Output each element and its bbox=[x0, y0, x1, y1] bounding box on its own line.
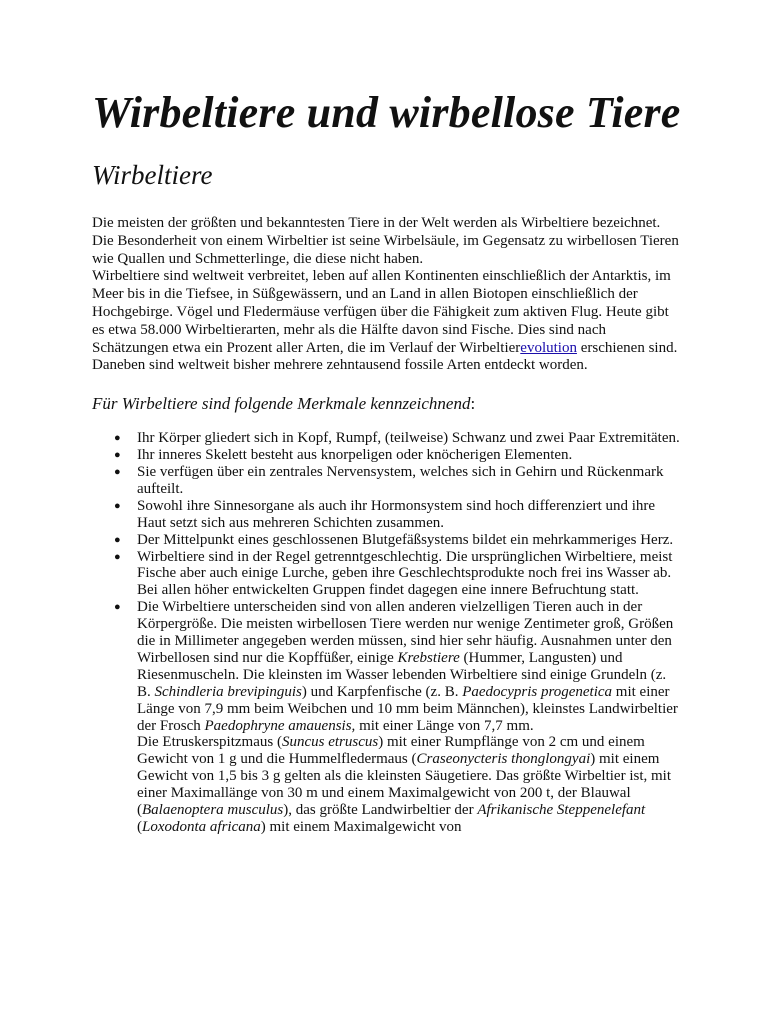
taxon-name: Loxodonta africana bbox=[142, 819, 261, 836]
list-item-text: Ihr Körper gliedert sich in Kopf, Rumpf, (teilweise) Schwanz und zwei Paar Extremitäten. bbox=[137, 430, 680, 447]
bullet-icon: ● bbox=[114, 432, 121, 445]
intro-paragraph-2-start: Wirbeltiere sind weltweit verbreitet, leben auf allen Kontinenten einschließlich der Antarktis, im Meer bis in die Tiefsee, in Süßgewässern, und an Land in allen Biotopen einschließlich der Hochgebirge. Vögel und Fledermäuse verfügen über die Fähigkeit zum aktiven Flug. Heute gibt es etwa 58.000 Wirbeltierarten, mehr als die Hälfte davon sind Fische. Dies sind nach Schätzungen etwa ein Prozent aller Arten, die im Verlauf der Wirbeltier bbox=[92, 268, 671, 356]
intro-paragraph-2-end: erschienen sind. Daneben sind weltweit bisher mehrere zehntausend fossile Arten entdeckt worden. bbox=[92, 339, 678, 374]
intro-paragraph-1: Die meisten der größten und bekanntesten Tiere in der Welt werden als Wirbeltiere bezeichnet. Die Besonderheit von einem Wirbeltier ist seine Wirbelsäule, im Gegensatz zu wirbellosen Tieren wie Quallen und Schmetterlinge, die diese nicht haben. bbox=[92, 215, 679, 267]
list-item-text: Sie verfügen über ein zentrales Nervensystem, welches sich in Gehirn und Rückenmark aufteilt. bbox=[137, 463, 664, 497]
text-run: Die Etruskerspitzmaus ( bbox=[137, 734, 282, 751]
text-run: ) mit einem Gewicht von 1,5 bis 3 g gelten als die kleinsten Säugetiere. Das größte Wirbeltier ist, mit einer Maximallänge von 30 m und einem Maximalgewicht von 200 t, der Blauwal ( bbox=[137, 751, 672, 819]
taxon-name: Afrikanische Steppenelefant bbox=[477, 802, 646, 819]
text-run: Die Wirbeltiere unterscheiden sind von allen anderen vielzelligen Tieren auch in der Körpergröße. Die meisten wirbellosen Tiere werden nur wenige Zentimeter groß, Größen die in Millimeter angegeben werden müssen, sind hier sehr häufig. Ausnahmen unter den Wirbellosen sind nur die Kopffüßer, einige bbox=[137, 599, 674, 666]
text-run: ) mit einer Rumpflänge von 2 cm und einem Gewicht von 1 g und die Hummelfledermaus ( bbox=[137, 734, 645, 768]
body-size-paragraph-2 bbox=[137, 734, 682, 835]
taxon-name: Krebstiere bbox=[397, 649, 460, 666]
list-item-text: Wirbeltiere sind in der Regel getrenntgeschlechtig. Die ursprünglichen Wirbeltiere, meist Fische aber auch einige Lurche, geben ihre Geschlechtsprodukte noch frei ins Wasser ab. Bei allen höher entwickelten Gruppen findet dagegen eine innere Befruchtung statt. bbox=[137, 548, 673, 599]
intro-paragraph-2 bbox=[92, 268, 682, 375]
evolution-link[interactable]: evolution bbox=[520, 339, 577, 356]
text-run: ) und Karpfenfische (z. B. bbox=[301, 683, 463, 700]
section-heading: Wirbeltiere bbox=[92, 160, 213, 190]
list-item-text: Sowohl ihre Sinnesorgane als auch ihr Hormonsystem sind hoch differenziert und ihre Haut setzt sich aus mehreren Schichten zusammen. bbox=[137, 497, 656, 531]
text-run: (Hummer, Langusten) und Riesenmuscheln. Die kleinsten im Wasser lebenden Wirbeltiere sind einige Grundeln (z. B. bbox=[137, 649, 667, 700]
list-item bbox=[92, 430, 682, 447]
bullet-icon: ● bbox=[114, 550, 121, 563]
bullet-icon: ● bbox=[114, 449, 121, 462]
features-heading-colon: : bbox=[470, 394, 476, 414]
list-item bbox=[92, 447, 682, 464]
taxon-name: Suncus etruscus bbox=[281, 734, 379, 751]
document-title: Wirbeltiere und wirbellose Tiere bbox=[92, 88, 681, 137]
features-heading bbox=[92, 393, 692, 415]
document-page bbox=[92, 86, 692, 836]
taxon-name: Schindleria brevipinguis bbox=[154, 683, 302, 700]
list-item-text: Der Mittelpunkt eines geschlossenen Blutgefäßsystems bildet ein mehrkammeriges Herz. bbox=[137, 531, 674, 548]
taxon-name: Craseonycteris thonglongyai bbox=[416, 751, 591, 768]
taxon-name: Balaenoptera musculus bbox=[142, 802, 284, 819]
list-item bbox=[92, 498, 682, 532]
bullet-icon: ● bbox=[114, 499, 121, 512]
list-item-text: Ihr inneres Skelett besteht aus knorpeligen oder knöcherigen Elementen. bbox=[137, 447, 573, 464]
list-item bbox=[92, 532, 682, 549]
list-item bbox=[92, 549, 682, 600]
body-size-paragraph-1 bbox=[137, 599, 682, 734]
bullet-icon: ● bbox=[114, 465, 121, 478]
intro-text bbox=[92, 215, 682, 375]
text-run: ), das größte Landwirbeltier der bbox=[283, 802, 478, 819]
text-run: ) mit einem Maximalgewicht von bbox=[260, 819, 462, 836]
list-item-body-size bbox=[92, 599, 682, 836]
bullet-icon: ● bbox=[114, 601, 121, 614]
list-item bbox=[92, 464, 682, 498]
text-run: mit einer Länge von 7,7 mm. bbox=[355, 717, 534, 734]
text-run: ( bbox=[137, 819, 142, 836]
taxon-name: Paedophryne amauensis, bbox=[204, 717, 356, 734]
taxon-name: Paedocypris progenetica bbox=[462, 683, 613, 700]
text-run: mit einer Länge von 7,9 mm beim Weibchen und 10 mm beim Männchen), kleinstes Landwirbeltier der Frosch bbox=[137, 683, 678, 734]
features-list bbox=[92, 430, 682, 836]
bullet-icon: ● bbox=[114, 533, 121, 546]
features-heading-text: Für Wirbeltiere sind folgende Merkmale kennzeichnend bbox=[92, 394, 471, 414]
